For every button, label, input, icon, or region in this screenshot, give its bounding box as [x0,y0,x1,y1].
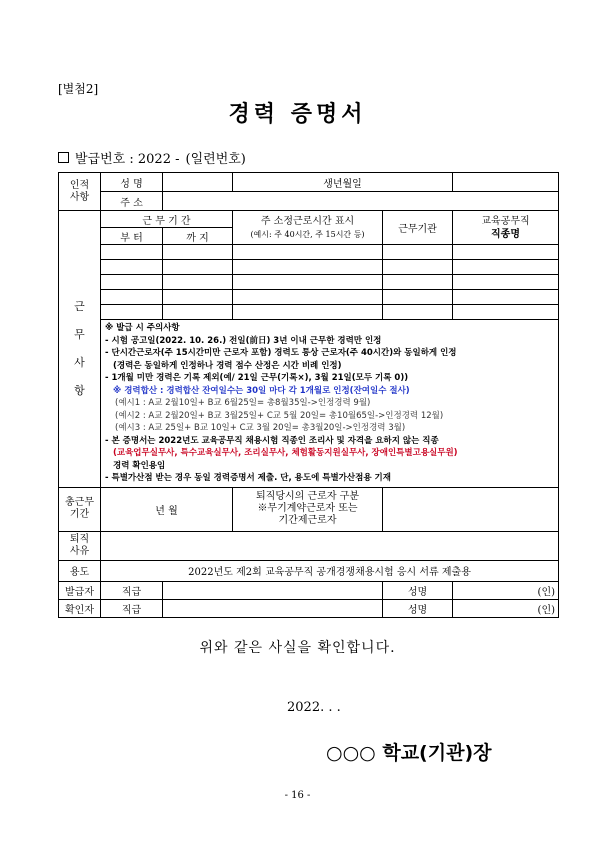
birth-field[interactable] [453,173,559,192]
resign-field[interactable] [101,531,559,560]
total-value[interactable]: 년 월 [101,487,233,531]
issue-number-suffix: (일련번호) [185,152,246,167]
period-label: 근 무 기 간 [101,211,233,228]
address-field[interactable] [163,192,559,211]
confirm-statement: 위와 같은 사실을 확인합니다. [199,640,396,656]
note-1: - 시험 공고일(2022. 10. 26.) 전일(前日) 3년 이내 근무한 경력만 인정 [105,335,382,346]
note-example-1: (예시1 : A교 2월10일+ B교 6월25일= 총8월35일->인정경력 9월) [115,398,371,408]
career-cell[interactable] [101,275,163,290]
career-side-3: 사 [74,355,85,369]
issue-number [58,148,246,167]
career-side-label [59,211,101,488]
career-cell[interactable] [453,245,559,260]
from-label: 부 터 [101,228,163,245]
name-label: 성 명 [101,173,163,192]
checker-name: 성명 [383,599,453,617]
career-cell[interactable] [163,245,233,260]
page-number: - 16 - [284,790,311,801]
issuer-seal[interactable]: (인) [453,581,559,599]
career-side-1: 근 [74,299,85,313]
note-2: - 단시간근로자(주 15시간미만 근로자 포함) 경력도 통상 근로자(주 40시간)와 동일하게 인정 [105,348,457,358]
career-cell[interactable] [233,245,383,260]
checker-seal[interactable]: (인) [453,599,559,617]
worker-type-field[interactable] [383,487,559,531]
document-title: 경력 증명서 [228,101,367,127]
note-4: ※ 경력합산 : 경력합산 잔여일수는 30일 마다 각 1개월로 인정(잔여일수 절사) [113,385,410,396]
career-form-table [58,172,559,618]
career-cell[interactable] [453,275,559,290]
purpose-label: 용도 [59,560,101,581]
career-cell[interactable] [101,260,163,275]
personal-header: 인적 사항 [59,173,101,211]
career-cell[interactable] [101,305,163,320]
address-label: 주 소 [101,192,163,211]
total-label: 총근무 기간 [59,487,101,531]
note-5: - 본 증명서는 2022년도 교육공무직 채용시험 직종인 조리사 및 자격을 요하지 않는 직종 [105,435,439,446]
career-cell[interactable] [383,260,453,275]
hours-header [233,211,383,245]
checkbox-icon [58,152,69,163]
career-cell[interactable] [101,290,163,305]
note-3: - 1개월 미만 경력은 기록 제외(예/ 21일 근무(기록×), 3월 21일(모두 기록 0)) [105,373,409,383]
note-example-3: (예시3 : A교 25일+ B교 10일+ C교 3월 20일= 총3월20일->인정경력 3월) [115,423,406,433]
issue-number-label: 발급번호 : 2022 - [75,152,180,167]
career-cell[interactable] [453,260,559,275]
name-field[interactable] [163,173,233,192]
worker-type-label: 퇴직당시의 근로자 구분 ※무기계약근로자 또는 기간제근로자 [233,487,383,531]
job-header [453,211,559,245]
career-cell[interactable] [233,260,383,275]
career-cell[interactable] [163,305,233,320]
notes-heading: ※ 발급 시 주의사항 [105,323,180,333]
issuer-rank: 직급 [101,581,163,599]
career-cell[interactable] [101,245,163,260]
career-cell[interactable] [383,305,453,320]
note-5b: (교육업무실무사, 특수교육실무사, 조리실무사, 체험활동지원실무사, 장애인특별고용실무원) [113,448,458,458]
career-cell[interactable] [383,245,453,260]
to-label: 까 지 [163,228,233,245]
resign-label: 퇴직 사유 [59,531,101,560]
note-example-2: (예시2 : A교 2월20일+ B교 3월25일+ C교 5월 20일= 총10월65일->인정경력 12월) [115,410,444,421]
signer: ○○○ 학교(기관)장 [326,742,492,764]
issuer-label: 발급자 [59,581,101,599]
purpose-value: 2022년도 제2회 교육공무직 공개경쟁채용시험 응시 서류 제출용 [101,560,559,581]
job-label-1: 교육공무직 [481,215,530,227]
note-6: - 특별가산점 받는 경우 동일 경력증명서 제출. 단, 용도에 특별가산점용 기재 [105,473,391,483]
checker-rank: 직급 [101,599,163,617]
career-cell[interactable] [383,290,453,305]
hours-label: 주 소정근로시간 표시 [260,215,355,227]
career-side-2: 무 [74,327,85,341]
note-2b: (경력은 동일하게 인정하나 경력 점수 산정은 시간 비례 인정) [113,360,342,371]
career-cell[interactable] [233,275,383,290]
birth-label: 생년월일 [233,173,453,192]
issuer-rank-field[interactable] [163,581,383,599]
career-cell[interactable] [233,305,383,320]
career-side-4: 항 [74,383,85,397]
hours-example: (예시: 주 40시간, 주 15시간 등) [250,229,365,239]
issuer-name: 성명 [383,581,453,599]
org-label: 근무기관 [383,211,453,245]
checker-rank-field[interactable] [163,599,383,617]
career-cell[interactable] [163,275,233,290]
career-cell[interactable] [163,290,233,305]
career-cell[interactable] [453,305,559,320]
note-5c: 경력 확인용임 [113,460,166,471]
issuance-notes [101,320,559,488]
career-cell[interactable] [233,290,383,305]
job-label-2: 직종명 [491,228,520,240]
checker-label: 확인자 [59,599,101,617]
issue-date: 2022. . . [287,700,341,715]
attachment-label: [별첨2] [58,82,99,96]
career-cell[interactable] [163,260,233,275]
career-cell[interactable] [383,275,453,290]
career-cell[interactable] [453,290,559,305]
